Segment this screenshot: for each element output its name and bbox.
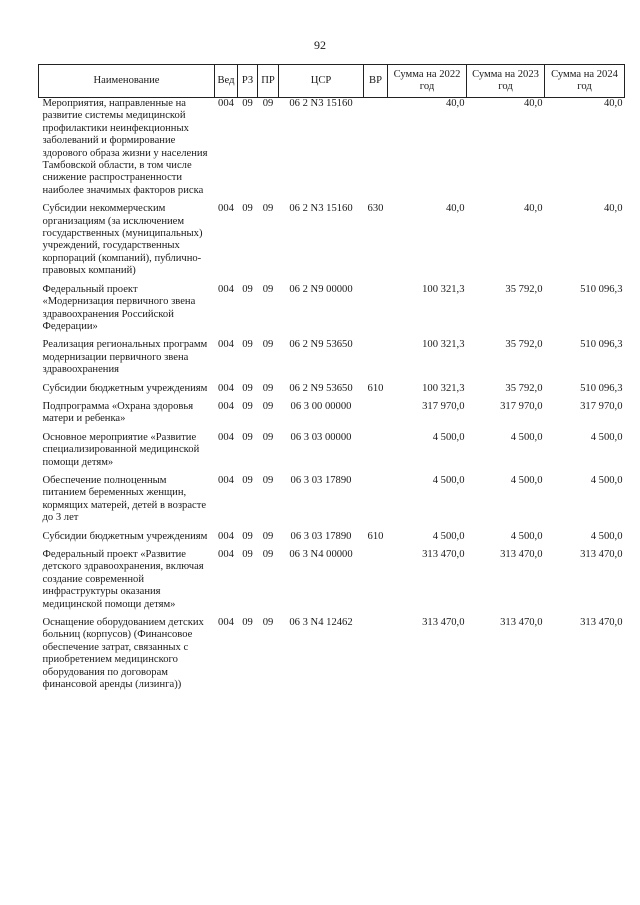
row-pr: 09 bbox=[262, 431, 274, 443]
row-sum-2023: 4 500,0 bbox=[510, 474, 543, 486]
row-name: Федеральный проект «Модернизация первичного звена здравоохранения Российской Федерации» bbox=[42, 283, 196, 332]
row-vr bbox=[364, 339, 388, 382]
row-sum-2024: 510 096,3 bbox=[580, 382, 623, 394]
row-csr: 06 3 N4 00000 bbox=[289, 549, 353, 560]
row-pr: 09 bbox=[262, 339, 274, 351]
row-vr: 630 bbox=[367, 203, 384, 215]
header-rz: РЗ bbox=[238, 65, 258, 98]
row-csr: 06 3 03 17890 bbox=[290, 530, 352, 542]
row-sum-2024: 510 096,3 bbox=[580, 283, 623, 295]
row-csr: 06 2 N9 53650 bbox=[289, 339, 353, 351]
row-vr: 610 bbox=[367, 530, 384, 542]
row-pr: 09 bbox=[262, 400, 274, 412]
row-vr bbox=[364, 549, 388, 617]
row-pr: 09 bbox=[262, 98, 274, 109]
row-name: Мероприятия, направленные на развитие системы медицинской профилактики неинфекционных заболеваний и формирование здорового образа жизни у населения Тамбовской области, в том числе снижение распространенности наиболее значимых факторов риска bbox=[42, 98, 208, 196]
row-pr: 09 bbox=[262, 283, 274, 295]
row-rz: 09 bbox=[242, 549, 253, 560]
row-rz: 09 bbox=[242, 474, 253, 486]
row-ved: 004 bbox=[218, 283, 234, 295]
page-number: 92 bbox=[314, 38, 326, 52]
row-csr: 06 3 03 00000 bbox=[290, 431, 352, 443]
row-sum-2022: 313 470,0 bbox=[422, 549, 465, 560]
row-ved: 004 bbox=[218, 549, 234, 560]
header-name: Наименование bbox=[39, 65, 215, 98]
row-csr: 06 2 N9 53650 bbox=[289, 382, 353, 394]
row-rz: 09 bbox=[242, 203, 253, 215]
row-ved: 004 bbox=[218, 339, 234, 351]
row-name: Реализация региональных программ модернизации первичного звена здравоохранения bbox=[42, 339, 208, 376]
header-pr: ПР bbox=[258, 65, 279, 98]
row-rz: 09 bbox=[242, 98, 253, 109]
row-name: Оснащение оборудованием детских больниц (корпусов) (Финансовое обеспечение затрат, связанных с приобретением медицинского оборудования по договорам финансовой аренды (лизинга)) bbox=[42, 617, 204, 691]
table-row bbox=[39, 549, 625, 617]
row-ved: 004 bbox=[218, 400, 234, 412]
row-name: Субсидии бюджетным учреждениям bbox=[42, 530, 208, 542]
row-ved: 004 bbox=[218, 474, 234, 486]
row-name: Федеральный проект «Развитие детского здравоохранения, включая создание современной инфраструктуры оказания медицинской помощи детям» bbox=[42, 549, 204, 610]
budget-table bbox=[38, 64, 625, 697]
row-sum-2022: 100 321,3 bbox=[422, 382, 465, 394]
row-rz: 09 bbox=[242, 617, 253, 629]
row-csr: 06 2 N3 15160 bbox=[289, 203, 353, 215]
row-sum-2024: 40,0 bbox=[603, 203, 623, 215]
row-rz: 09 bbox=[242, 431, 253, 443]
row-rz: 09 bbox=[242, 283, 253, 295]
row-name: Обеспечение полноценным питанием беременных женщин, кормящих матерей, детей в возрасте до 3 лет bbox=[42, 474, 207, 524]
row-sum-2022: 313 470,0 bbox=[422, 617, 465, 629]
row-sum-2023: 4 500,0 bbox=[510, 431, 543, 443]
row-sum-2022: 4 500,0 bbox=[432, 530, 465, 542]
row-sum-2023: 35 792,0 bbox=[505, 339, 543, 351]
row-sum-2024: 4 500,0 bbox=[590, 431, 623, 443]
row-rz: 09 bbox=[242, 530, 253, 542]
table-row bbox=[39, 203, 625, 283]
table-row bbox=[39, 617, 625, 697]
table-row bbox=[39, 383, 625, 401]
row-name: Субсидии некоммерческим организациям (за исключением государственных (муниципальных) учреждений, государственных корпораций (компаний), публично-правовых компаний) bbox=[42, 203, 203, 277]
row-csr: 06 3 03 17890 bbox=[290, 474, 352, 486]
header-csr: ЦСР bbox=[279, 65, 364, 98]
row-vr bbox=[364, 98, 388, 204]
row-vr bbox=[364, 432, 388, 475]
table-row bbox=[39, 401, 625, 432]
row-ved: 004 bbox=[218, 431, 234, 443]
row-name: Субсидии бюджетным учреждениям bbox=[42, 382, 208, 394]
row-sum-2023: 40,0 bbox=[523, 203, 543, 215]
row-sum-2024: 313 470,0 bbox=[580, 549, 623, 560]
row-pr: 09 bbox=[262, 549, 274, 560]
row-rz: 09 bbox=[242, 400, 253, 412]
row-sum-2022: 100 321,3 bbox=[422, 283, 465, 295]
row-ved: 004 bbox=[218, 530, 234, 542]
row-sum-2023: 313 470,0 bbox=[500, 549, 543, 560]
row-csr: 06 3 00 00000 bbox=[290, 400, 352, 412]
row-pr: 09 bbox=[262, 474, 274, 486]
table-row bbox=[39, 475, 625, 531]
row-name: Подпрограмма «Охрана здоровья матери и ребенка» bbox=[42, 400, 194, 425]
table-header-row bbox=[39, 65, 625, 98]
row-sum-2023: 35 792,0 bbox=[505, 283, 543, 295]
table-row bbox=[39, 531, 625, 549]
header-vr: ВР bbox=[364, 65, 388, 98]
row-ved: 004 bbox=[218, 98, 234, 109]
row-vr bbox=[364, 401, 388, 432]
row-csr: 06 2 N9 00000 bbox=[289, 283, 353, 295]
header-sum-2022: Сумма на 2022 год bbox=[388, 65, 467, 98]
row-rz: 09 bbox=[242, 339, 253, 351]
row-sum-2023: 35 792,0 bbox=[505, 382, 543, 394]
row-sum-2022: 317 970,0 bbox=[422, 400, 465, 412]
row-sum-2024: 510 096,3 bbox=[580, 339, 623, 351]
row-ved: 004 bbox=[218, 617, 234, 629]
row-sum-2023: 40,0 bbox=[523, 98, 543, 109]
row-sum-2023: 4 500,0 bbox=[510, 530, 543, 542]
row-csr: 06 3 N4 12462 bbox=[289, 617, 353, 629]
row-sum-2024: 40,0 bbox=[603, 98, 623, 109]
header-sum-2024: Сумма на 2024 год bbox=[545, 65, 625, 98]
row-sum-2023: 313 470,0 bbox=[500, 617, 543, 629]
table-row bbox=[39, 284, 625, 340]
table-row bbox=[39, 98, 625, 204]
row-sum-2024: 4 500,0 bbox=[590, 474, 623, 486]
row-rz: 09 bbox=[242, 382, 253, 394]
row-sum-2022: 100 321,3 bbox=[422, 339, 465, 351]
row-vr: 610 bbox=[367, 382, 384, 394]
row-vr bbox=[364, 284, 388, 340]
header-sum-2023: Сумма на 2023 год bbox=[467, 65, 545, 98]
row-sum-2022: 4 500,0 bbox=[432, 431, 465, 443]
row-vr bbox=[364, 475, 388, 531]
row-vr bbox=[364, 617, 388, 697]
row-csr: 06 2 N3 15160 bbox=[289, 98, 353, 109]
row-sum-2023: 317 970,0 bbox=[500, 400, 543, 412]
header-ved: Вед bbox=[215, 65, 238, 98]
row-sum-2024: 4 500,0 bbox=[590, 530, 623, 542]
row-pr: 09 bbox=[262, 382, 274, 394]
table-row bbox=[39, 339, 625, 382]
row-sum-2022: 40,0 bbox=[445, 98, 465, 109]
row-sum-2022: 4 500,0 bbox=[432, 474, 465, 486]
row-ved: 004 bbox=[218, 382, 234, 394]
row-pr: 09 bbox=[262, 530, 274, 542]
row-sum-2024: 313 470,0 bbox=[580, 617, 623, 629]
row-pr: 09 bbox=[262, 617, 274, 629]
row-sum-2024: 317 970,0 bbox=[580, 400, 623, 412]
row-ved: 004 bbox=[218, 203, 234, 215]
row-sum-2022: 40,0 bbox=[445, 203, 465, 215]
table-row bbox=[39, 432, 625, 475]
row-pr: 09 bbox=[262, 203, 274, 215]
row-name: Основное мероприятие «Развитие специализированной медицинской помощи детям» bbox=[42, 431, 200, 468]
